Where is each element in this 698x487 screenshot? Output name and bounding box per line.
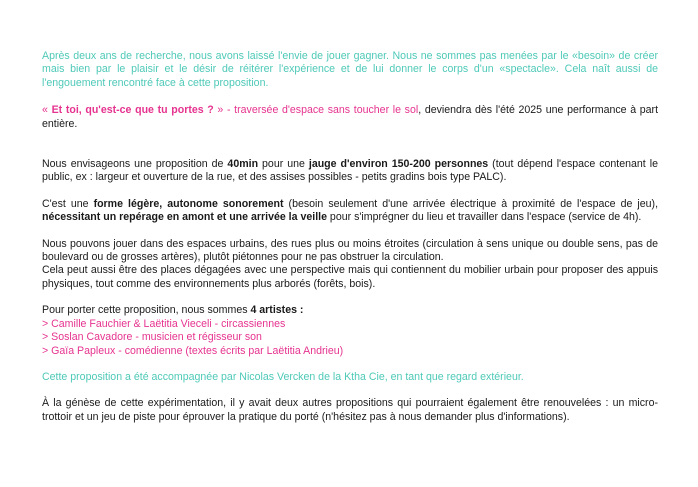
team-member: > Gaïa Papleux - comédienne (textes écrits par Laëtitia Andrieu) xyxy=(42,344,344,357)
proposal-paragraph xyxy=(42,158,658,185)
quote-open: « xyxy=(42,104,52,117)
audience-gauge: jauge d'environ 150-200 personnes xyxy=(308,158,489,171)
proposal-text-c: (tout dépend l'espace contenant le public, ex : largeur et ouverture de la rue, et des assises possibles - petits gradins bois type PALC). xyxy=(42,158,658,184)
title-paragraph xyxy=(42,104,658,131)
proposal-text-a: Nous envisageons une proposition de xyxy=(42,158,228,171)
show-subtitle: - traversée d'espace sans toucher le sol xyxy=(223,104,419,117)
team-intro xyxy=(42,304,658,317)
title-rest: , deviendra dès l'été 2025 une performance à part entière. xyxy=(42,104,659,130)
team-paragraph xyxy=(42,304,658,358)
team-count: 4 artistes : xyxy=(250,304,304,317)
accompaniment-paragraph: Cette proposition a été accompagnée par Nicolas Vercken de la Ktha Cie, en tant que regard extérieur. xyxy=(42,370,524,383)
genesis-paragraph: À la génèse de cette expérimentation, il y avait deux autres propositions qui pourraient également être renouvelées : un micro-trottoir et un jeu de piste pour éprouver la pratique du porté (n'hésitez pas à nous demander plus d'informations). xyxy=(42,397,658,423)
duration-value: 40min xyxy=(227,158,259,171)
form-text-c: pour s'imprégner du lieu et travailler dans l'espace (service de 4h). xyxy=(326,211,642,224)
spaces-paragraph-2: Cela peut aussi être des places dégagées avec une perspective mais qui contiennent du mobilier urbain pour proposer des appuis physiques, tout comme des environnements plus arborés (forêts, bois). xyxy=(42,264,658,290)
form-bold-2: nécessitant un repérage en amont et une arrivée la veille xyxy=(42,211,327,224)
document-page xyxy=(42,50,658,424)
intro-paragraph: Après deux ans de recherche, nous avons laissé l'envie de jouer gagner. Nous ne sommes pas menées par le «besoin» de créer mais bien par le plaisir et le désir de réitérer l'expérience et de lui donner le corps d'un «spectacle». Cela naît aussi de l'engouement rencontré face à cette proposition. xyxy=(42,50,658,89)
proposal-text-b: pour une xyxy=(258,158,309,171)
form-bold-1: forme légère, autonome sonorement xyxy=(93,197,284,210)
form-paragraph xyxy=(42,198,658,225)
team-member: > Camille Fauchier & Laëtitia Vieceli - circassiennes xyxy=(42,317,286,330)
form-text-b: (besoin seulement d'une arrivée électrique à proximité de l'espace de jeu), xyxy=(283,197,659,210)
team-intro-text: Pour porter cette proposition, nous sommes xyxy=(42,304,251,317)
quote-close: » xyxy=(213,104,224,117)
team-member: > Soslan Cavadore - musicien et régisseur son xyxy=(42,331,262,344)
spaces-paragraph-1: Nous pouvons jouer dans des espaces urbains, des rues plus ou moins étroites (circulation à sens unique ou double sens, pas de boulevard ou de grosses artères), plutôt piétonnes pour ne pas obstruer la circulation. xyxy=(42,237,658,264)
form-text-a: C'est une xyxy=(42,197,94,210)
show-title: Et toi, qu'est-ce que tu portes ? xyxy=(51,104,214,117)
